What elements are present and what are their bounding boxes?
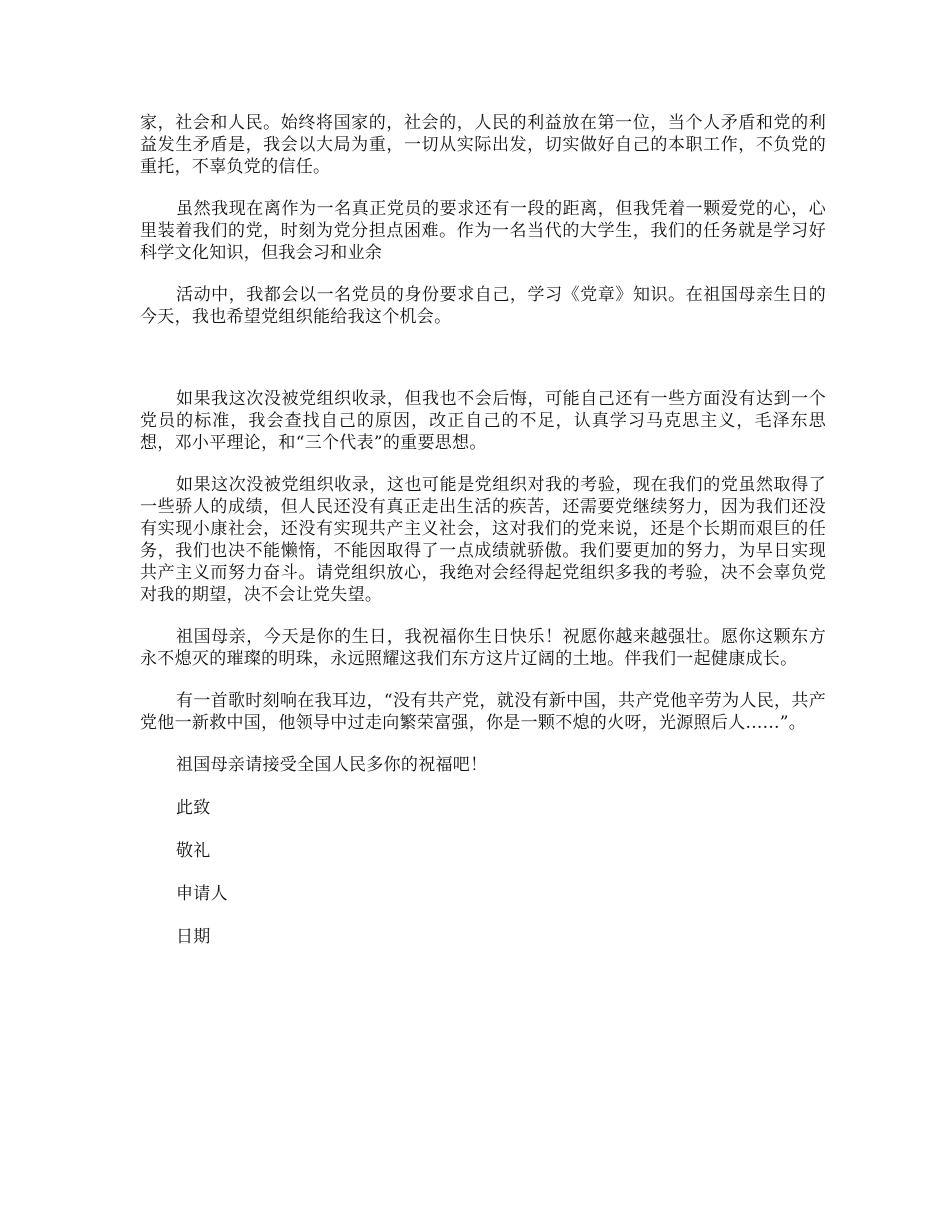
salutation-cizhi: 此致 <box>176 798 211 818</box>
paragraph-6: 祖国母亲，今天是你的生日，我祝福你生日快乐！祝愿你越来越强壮。愿你这颗东方永不熄灭的璀璨的明珠，永远照耀这我们东方这片辽阔的土地。伴我们一起健康成长。 <box>140 627 826 669</box>
paragraph-4: 如果我这次没被党组织收录，但我也不会后悔，可能自己还有一些方面没有达到一个党员的标准，我会查找自己的原因，改正自己的不足，认真学习马克思主义，毛泽东思想，邓小平理论，和“三个代表”的重要思想。 <box>140 389 826 453</box>
blank-gap <box>140 348 826 388</box>
paragraph-1: 家，社会和人民。始终将国家的，社会的，人民的利益放在第一位，当个人矛盾和党的利益发生矛盾是，我会以大局为重，一切从实际出发，切实做好自己的本职工作，不负党的重托，不辜负党的信任。 <box>140 113 826 177</box>
paragraph-7: 有一首歌时刻响在我耳边，“没有共产党，就没有新中国，共产党他辛劳为人民，共产党他一新救中国，他领导中过走向繁荣富强，你是一颗不熄的火呀，光源照后人......”。 <box>140 691 826 733</box>
closing-blessing: 祖国母亲请接受全国人民多你的祝福吧！ <box>176 755 488 775</box>
paragraph-2: 虽然我现在离作为一名真正党员的要求还有一段的距离，但我凭着一颗爱党的心，心里装着我们的党，时刻为党分担点困难。作为一名当代的大学生，我们的任务就是学习好科学文化知识，但我会习和业余 <box>140 199 826 263</box>
paragraph-3: 活动中，我都会以一名党员的身份要求自己，学习《党章》知识。在祖国母亲生日的今天，我也希望党组织能给我这个机会。 <box>140 285 826 327</box>
document-page <box>140 112 826 969</box>
paragraph-5: 如果这次没被党组织收录，这也可能是党组织对我的考验，现在我们的党虽然取得了一些骄人的成绩，但人民还没有真正走出生活的疾苦，还需要党继续努力，因为我们还没有实现小康社会，还没有实现共产主义社会，这对我们的党来说，还是个长期而艰巨的任务，我们也决不能懒惰，不能因取得了一点成绩就骄傲。我们要更加的努力，为早日实现共产主义而努力奋斗。请党组织放心，我绝对会经得起党组织多我的考验，决不会辜负党对我的期望，决不会让党失望。 <box>140 475 826 605</box>
date-label: 日期 <box>176 927 211 947</box>
salutation-jingli: 敬礼 <box>176 841 211 861</box>
applicant-label: 申请人 <box>176 884 228 904</box>
